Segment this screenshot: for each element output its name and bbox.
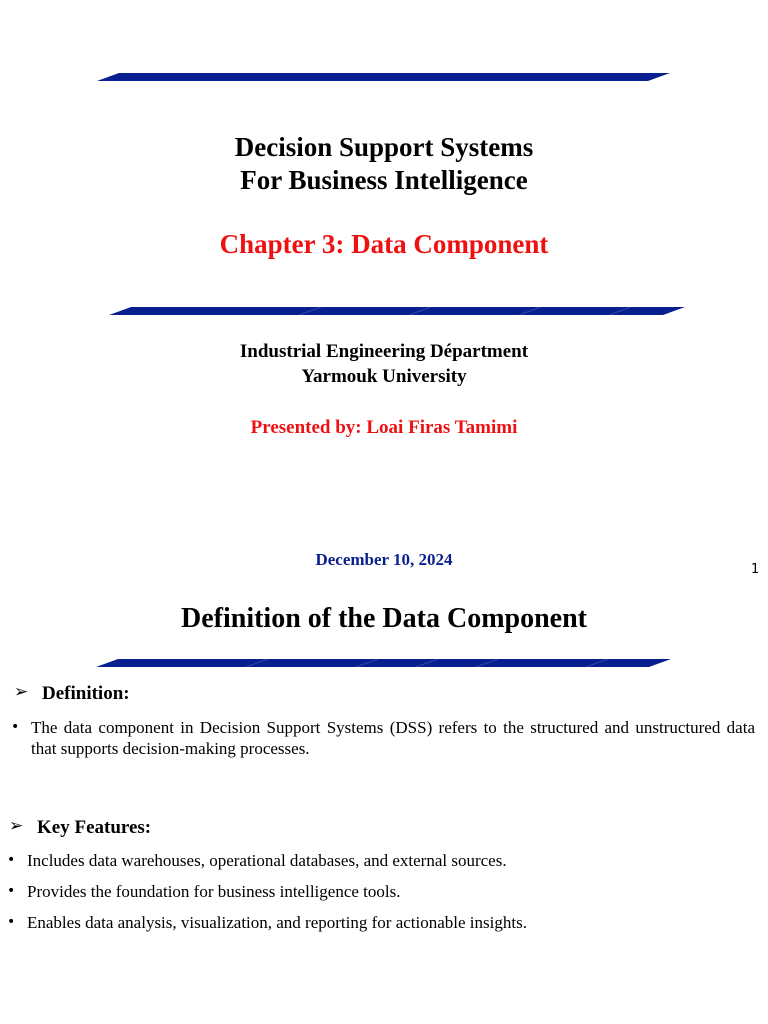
arrow-bullet-icon: ➢ bbox=[14, 682, 29, 702]
bullet-icon: • bbox=[7, 914, 16, 930]
university-name: Yarmouk University bbox=[301, 366, 467, 387]
presenter-name: Presented by: Loai Firas Tamimi bbox=[250, 417, 518, 438]
bullet-icon: • bbox=[11, 719, 20, 735]
bullet-icon: • bbox=[7, 883, 16, 899]
section-title: Definition of the Data Component bbox=[181, 603, 587, 634]
presentation-title-line2: For Business Intelligence bbox=[240, 165, 528, 195]
feature-item: Provides the foundation for business intelligence tools. bbox=[27, 882, 401, 901]
feature-item: Includes data warehouses, operational databases, and external sources. bbox=[27, 851, 507, 870]
feature-item: Enables data analysis, visualization, and reporting for actionable insights. bbox=[27, 913, 527, 932]
chapter-title: Chapter 3: Data Component bbox=[219, 229, 549, 259]
key-features-heading: Key Features: bbox=[37, 817, 152, 838]
section-decorative-bar bbox=[96, 659, 671, 667]
bullet-icon: • bbox=[7, 852, 16, 868]
presentation-date: December 10, 2024 bbox=[315, 550, 453, 569]
top-decorative-bar bbox=[97, 73, 670, 81]
page-number: 1 bbox=[751, 562, 760, 577]
definition-heading: Definition: bbox=[42, 683, 130, 704]
definition-text: The data component in Decision Support Systems (DSS) refers to the structured and unstructured data that supports decision-making processes. bbox=[31, 718, 755, 758]
presentation-title-line1: Decision Support Systems bbox=[234, 132, 534, 162]
middle-decorative-bar bbox=[109, 307, 685, 315]
department-name: Industrial Engineering Départment bbox=[239, 341, 529, 362]
arrow-bullet-icon: ➢ bbox=[9, 816, 24, 836]
